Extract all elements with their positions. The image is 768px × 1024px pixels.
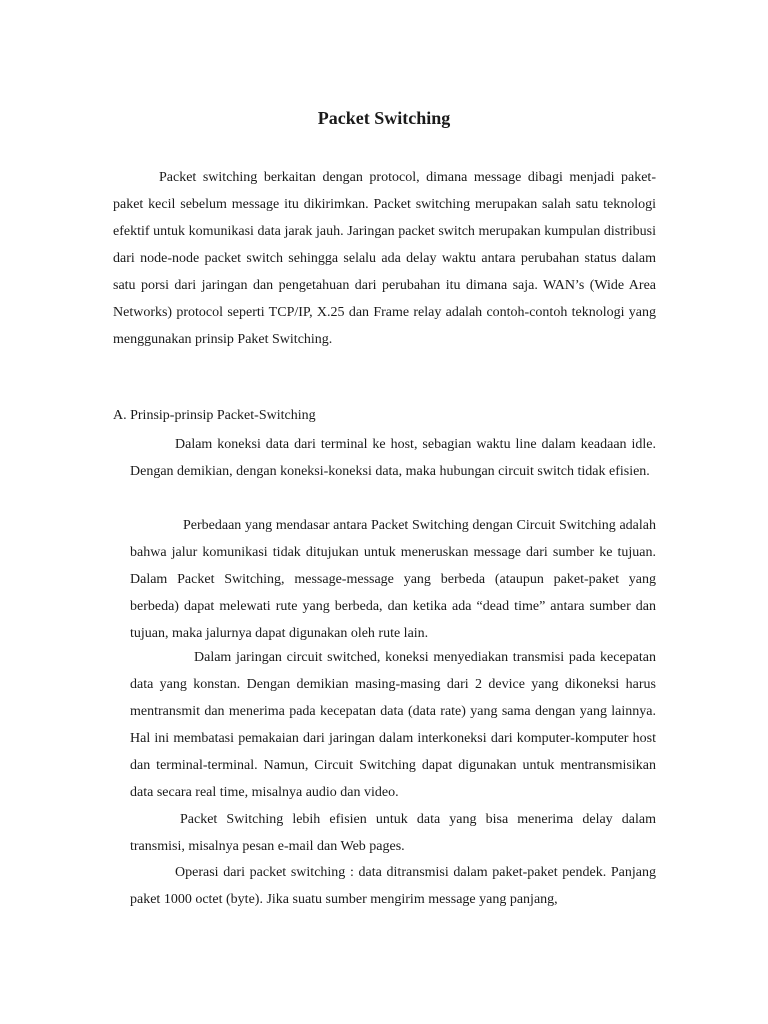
section-a-paragraph-3: Dalam jaringan circuit switched, koneksi menyediakan transmisi pada kecepatan data yang konstan. Dengan demikian masing-masing dari 2 device yang dikoneksi harus mentransmit dan menerima pada kecepatan data (data rate) yang sama dengan yang lainnya. Hal ini membatasi pemakaian dari jaringan dalam interkoneksi dari komputer-komputer host dan terminal-terminal. Namun, Circuit Switching dapat digunakan untuk mentransmisikan data secara real time, misalnya audio dan video. — [130, 650, 656, 800]
document-title: Packet Switching — [317, 108, 451, 129]
section-a-paragraph-1: Dalam koneksi data dari terminal ke host, sebagian waktu line dalam keadaan idle. Dengan demikian, dengan koneksi-koneksi data, maka hubungan circuit switch tidak efisien. — [130, 437, 656, 479]
section-a-paragraph-4: Packet Switching lebih efisien untuk data yang bisa menerima delay dalam transmisi, misalnya pesan e-mail dan Web pages. — [130, 812, 656, 854]
intro-paragraph: Packet switching berkaitan dengan protocol, dimana message dibagi menjadi paket-paket kecil sebelum message itu dikirimkan. Packet switching merupakan salah satu teknologi efektif untuk komunikasi data jarak jauh. Jaringan packet switch merupakan kumpulan distribusi dari node-node packet switch sehingga selalu ada delay waktu antara perubahan status dalam satu porsi dari jaringan dan pengetahuan dari perubahan itu dimana saja. WAN’s (Wide Area Networks) protocol seperti TCP/IP, X.25 dan Frame relay adalah contoh-contoh teknologi yang menggunakan prinsip Paket Switching. — [113, 170, 656, 347]
section-a-paragraph-5: Operasi dari packet switching : data ditransmisi dalam paket-paket pendek. Panjang paket 1000 octet (byte). Jika suatu sumber mengirim message yang panjang, — [130, 865, 656, 907]
section-a-paragraph-2: Perbedaan yang mendasar antara Packet Switching dengan Circuit Switching adalah bahwa jalur komunikasi tidak ditujukan untuk meneruskan message dari sumber ke tujuan. Dalam Packet Switching, message-message yang berbeda (ataupun paket-paket yang berbeda) dapat melewati rute yang berbeda, dan ketika ada “dead time” antara sumber dan tujuan, maka jalurnya dapat digunakan oleh rute lain. — [130, 518, 656, 641]
section-heading-a: A. Prinsip-prinsip Packet-Switching — [113, 408, 316, 423]
